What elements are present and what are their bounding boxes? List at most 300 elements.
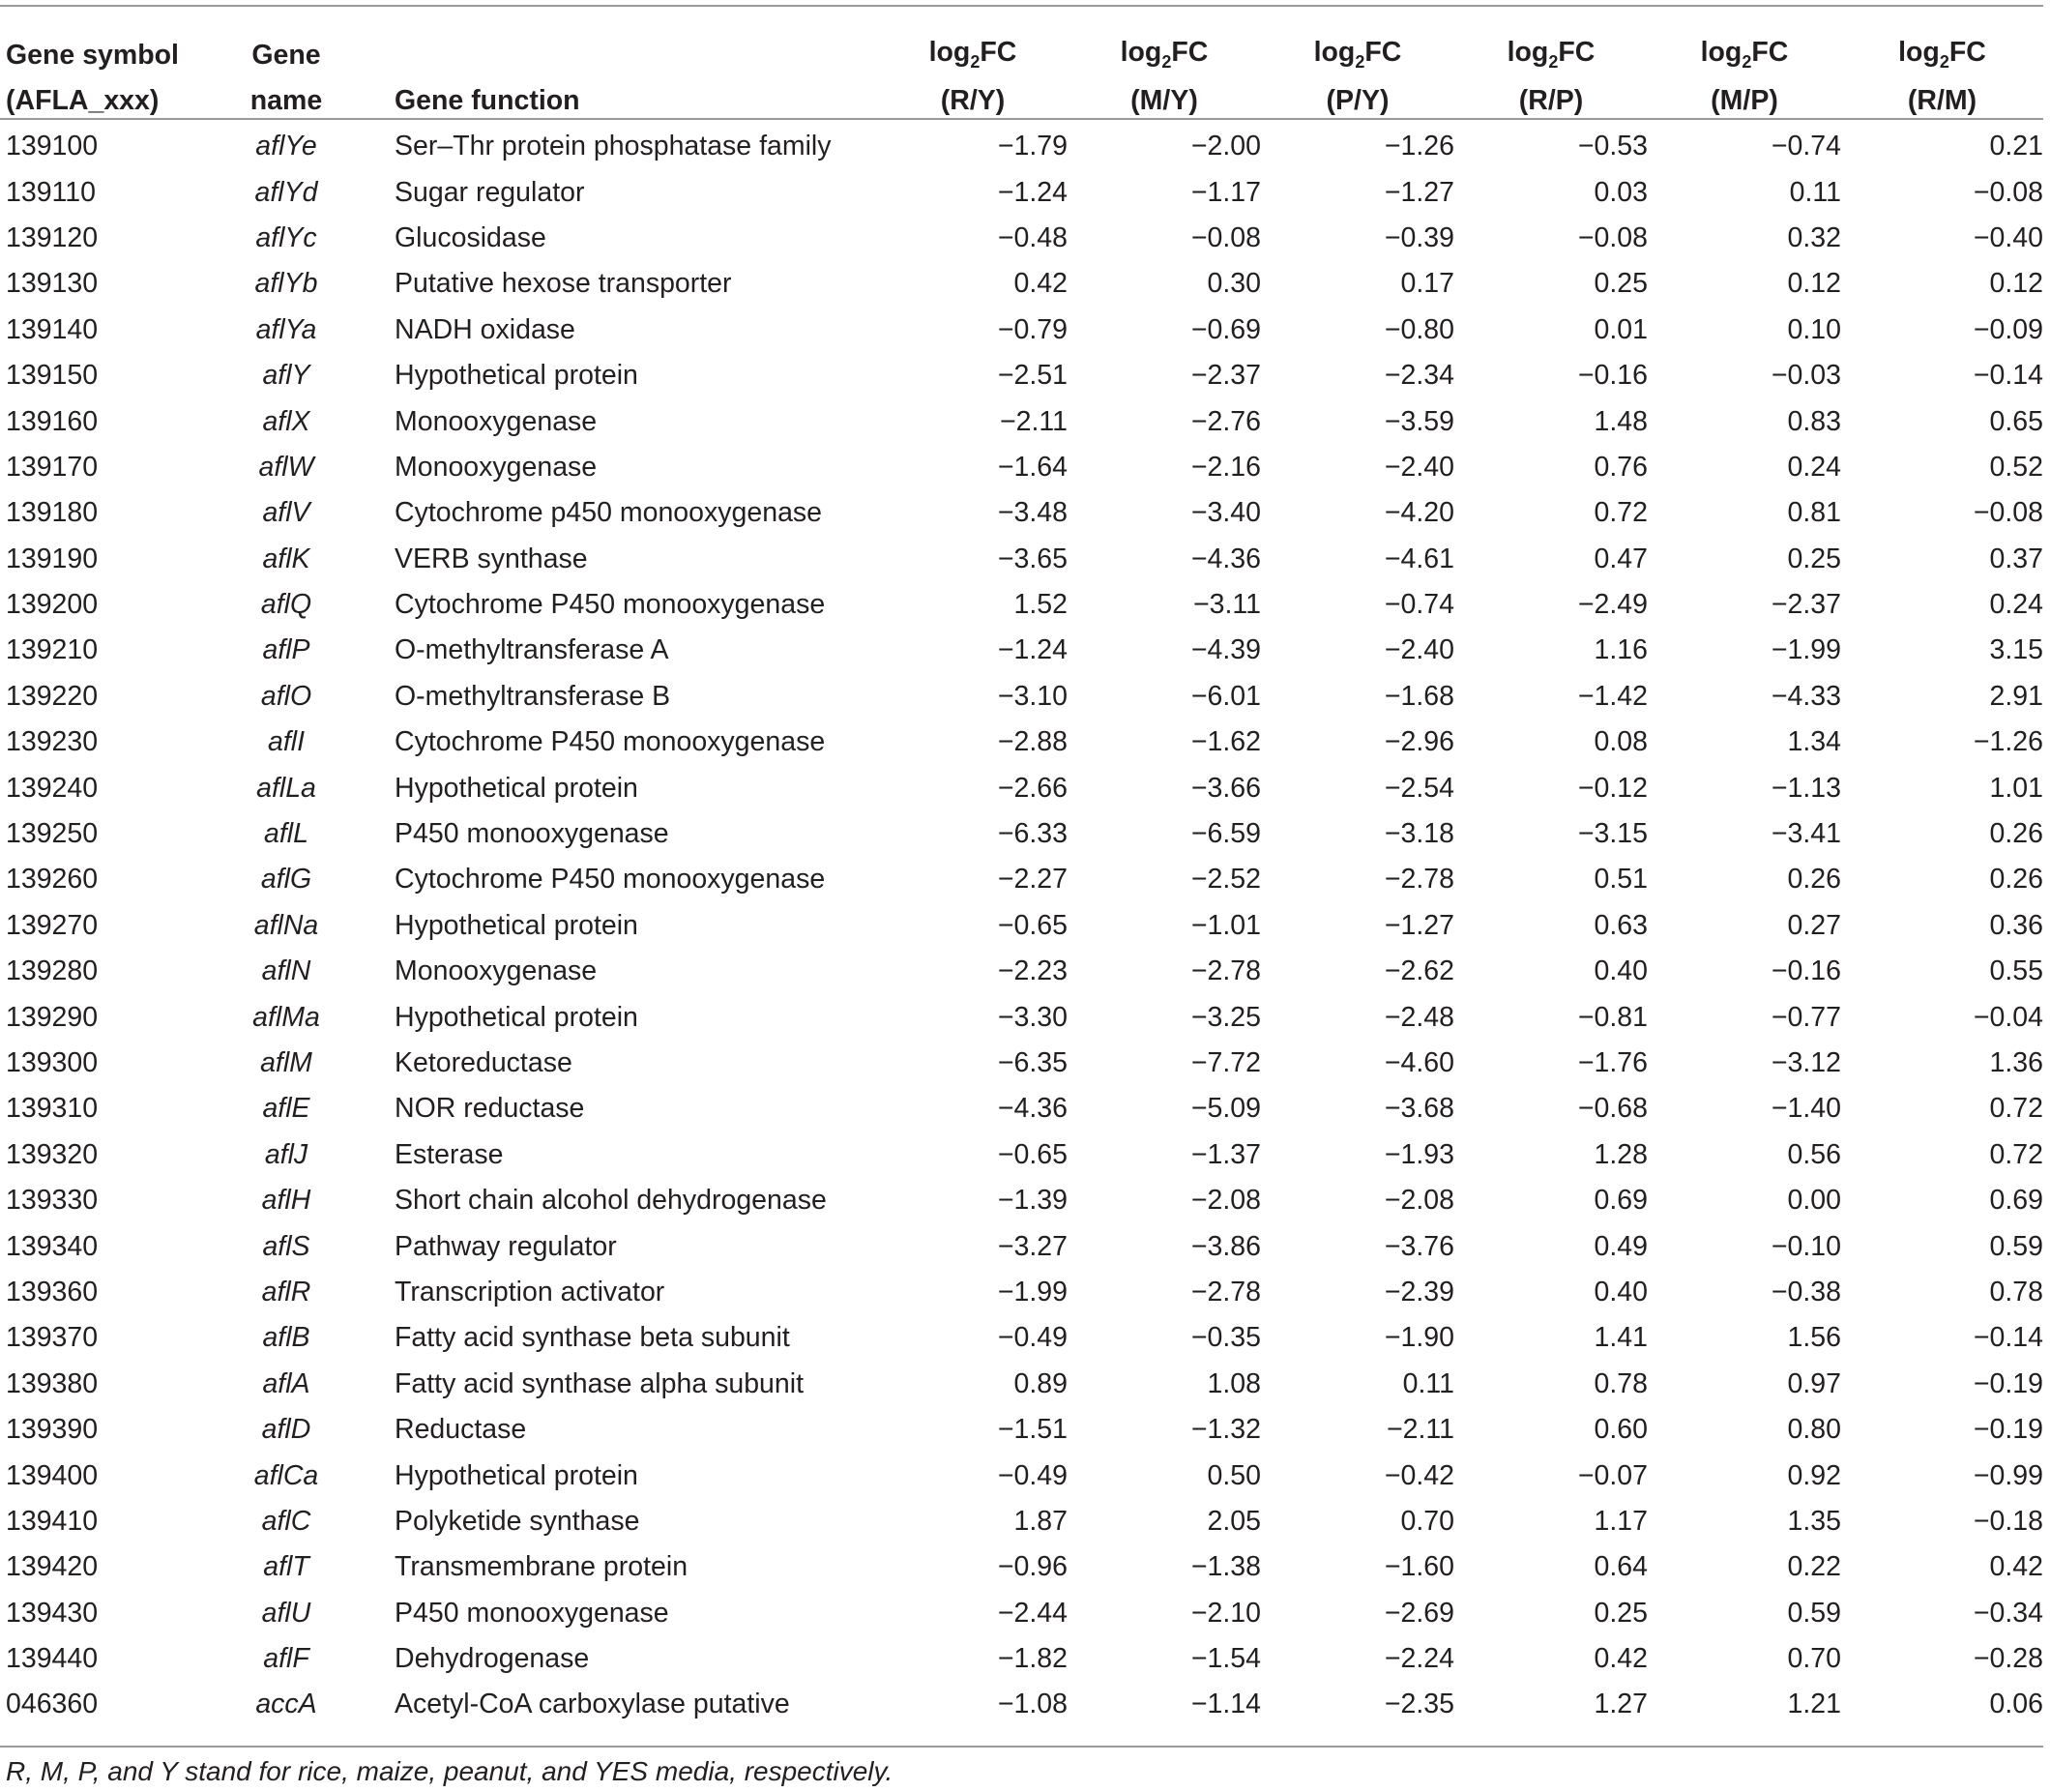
log2fc-value-cell: 0.64	[1594, 1551, 1648, 1583]
log2fc-value-cell: −2.00	[1190, 131, 1261, 162]
log2fc-value-cell: 0.83	[1787, 405, 1841, 437]
log2fc-value-cell: −0.49	[997, 1322, 1068, 1354]
log2fc-value-cell: 0.40	[1594, 955, 1648, 987]
log2fc-value-cell: 0.63	[1594, 909, 1648, 941]
log2fc-value-cell: −3.48	[997, 497, 1068, 529]
log2fc-value-cell: 0.59	[1787, 1597, 1841, 1629]
table-row	[0, 445, 2043, 490]
log2fc-value-cell: 0.92	[1787, 1459, 1841, 1491]
gene-function-cell: O-methyltransferase A	[395, 634, 669, 666]
table-row	[0, 1315, 2043, 1361]
top-rule	[0, 5, 2043, 7]
log2fc-value-cell: −0.39	[1384, 221, 1454, 253]
log2fc-value-cell: −1.14	[1190, 1689, 1261, 1720]
table-row	[0, 1544, 2043, 1590]
table-row	[0, 857, 2043, 902]
log2fc-value-cell: −2.49	[1577, 589, 1648, 621]
log2fc-value-cell: 0.72	[1989, 1138, 2043, 1170]
log2fc-value-cell: −3.10	[997, 680, 1068, 712]
table-row	[0, 490, 2043, 536]
log2fc-value-cell: −3.30	[997, 1001, 1068, 1033]
log2fc-value-cell: −6.33	[997, 818, 1068, 850]
header-log2fc-comparison: $\log_2FC$ (M/Y)	[1120, 37, 1209, 116]
log2fc-value-cell: 0.56	[1787, 1138, 1841, 1170]
log2fc-value-cell: −3.66	[1190, 772, 1261, 804]
gene-symbol-cell: 139340	[6, 1230, 99, 1262]
table-row	[0, 720, 2043, 765]
header-log2fc-comparison: $\log_2FC$ (P/Y)	[1313, 37, 1402, 116]
gene-symbol-cell: 139200	[6, 589, 99, 621]
log2fc-value-cell: 0.70	[1787, 1643, 1841, 1675]
log2fc-value-cell: −0.65	[997, 1138, 1068, 1170]
gene-symbol-cell: 139420	[6, 1551, 99, 1583]
table-row	[0, 1132, 2043, 1178]
log2fc-value-cell: −0.07	[1577, 1459, 1648, 1491]
log2fc-value-cell: −0.14	[1973, 360, 2043, 392]
log2fc-value-cell: 0.97	[1787, 1367, 1841, 1399]
gene-name-cell: aflI	[267, 726, 306, 758]
log2fc-value-cell: 0.25	[1787, 543, 1841, 574]
gene-name-cell: aflMa	[252, 1001, 320, 1033]
gene-symbol-cell: 139290	[6, 1001, 99, 1033]
gene-function-cell: Hypothetical protein	[395, 1001, 638, 1033]
log2fc-value-cell: −2.52	[1190, 864, 1261, 896]
gene-function-cell: Ketoreductase	[395, 1047, 572, 1078]
table-row	[0, 582, 2043, 628]
log2fc-value-cell: 1.01	[1989, 772, 2043, 804]
log2fc-value-cell: 0.25	[1594, 268, 1648, 300]
gene-function-cell: NOR reductase	[395, 1093, 585, 1125]
log2fc-value-cell: −4.33	[1771, 680, 1841, 712]
gene-name-cell: aflNa	[253, 909, 319, 941]
log2fc-value-cell: 0.37	[1989, 543, 2043, 574]
table-row	[0, 1178, 2043, 1223]
log2fc-value-cell: −2.66	[997, 772, 1068, 804]
log2fc-value-cell: −0.40	[1973, 221, 2043, 253]
log2fc-value-cell: 0.72	[1594, 497, 1648, 529]
log2fc-value-cell: −1.68	[1384, 680, 1454, 712]
log2fc-value-cell: 0.80	[1787, 1414, 1841, 1446]
gene-function-cell: P450 monooxygenase	[395, 1597, 669, 1629]
log2fc-value-cell: 0.50	[1207, 1459, 1261, 1491]
gene-function-cell: Ser–Thr protein phosphatase family	[395, 131, 832, 162]
log2fc-value-cell: 0.78	[1594, 1367, 1648, 1399]
log2fc-value-cell: −2.40	[1384, 451, 1454, 483]
log2fc-value-cell: −3.12	[1771, 1047, 1841, 1078]
log2fc-value-cell: −2.51	[997, 360, 1068, 392]
gene-name-cell: aflYc	[255, 221, 317, 253]
log2fc-value-cell: 1.41	[1594, 1322, 1648, 1354]
header-gene-name: Gene name	[249, 40, 323, 116]
table-body	[0, 124, 2043, 1728]
gene-name-cell: aflS	[262, 1230, 310, 1262]
gene-name-cell: aflK	[262, 543, 310, 574]
gene-symbol-cell: 139440	[6, 1643, 99, 1675]
log2fc-value-cell: −6.59	[1190, 818, 1261, 850]
gene-function-cell: Monooxygenase	[395, 451, 598, 483]
log2fc-value-cell: 0.32	[1787, 221, 1841, 253]
gene-function-cell: Esterase	[395, 1138, 504, 1170]
gene-function-cell: Short chain alcohol dehydrogenase	[395, 1185, 827, 1217]
log2fc-value-cell: −2.23	[997, 955, 1068, 987]
header-log2fc-comparison: $\log_2FC$ (M/P)	[1700, 37, 1789, 116]
table-row	[0, 353, 2043, 398]
log2fc-value-cell: −2.78	[1190, 955, 1261, 987]
log2fc-value-cell: −3.11	[1193, 589, 1261, 621]
log2fc-value-cell: −2.35	[1384, 1689, 1454, 1720]
gene-function-cell: Acetyl-CoA carboxylase putative	[395, 1689, 790, 1720]
log2fc-value-cell: 0.17	[1400, 268, 1454, 300]
log2fc-value-cell: −0.77	[1771, 1001, 1841, 1033]
log2fc-value-cell: 0.22	[1787, 1551, 1841, 1583]
log2fc-value-cell: −0.48	[997, 221, 1068, 253]
header-log2fc-comparison: $\log_2FC$ (R/P)	[1507, 37, 1596, 116]
log2fc-value-cell: −0.08	[1190, 221, 1261, 253]
log2fc-value-cell: −1.62	[1190, 726, 1261, 758]
log2fc-value-cell: −0.53	[1577, 131, 1648, 162]
gene-function-cell: Cytochrome P450 monooxygenase	[395, 589, 826, 621]
table-row	[0, 765, 2043, 810]
table-row	[0, 949, 2043, 994]
log2fc-value-cell: −0.28	[1973, 1643, 2043, 1675]
log2fc-value-cell: −0.03	[1771, 360, 1841, 392]
log2fc-value-cell: 0.49	[1594, 1230, 1648, 1262]
log2fc-value-cell: −0.19	[1973, 1367, 2043, 1399]
gene-name-cell: aflYb	[254, 268, 318, 300]
gene-name-cell: aflF	[263, 1643, 309, 1675]
gene-symbol-cell: 139400	[6, 1459, 99, 1491]
gene-function-cell: Sugar regulator	[395, 176, 585, 208]
gene-name-cell: accA	[255, 1689, 317, 1720]
log2fc-value-cell: 0.81	[1787, 497, 1841, 529]
log2fc-value-cell: 1.87	[1013, 1505, 1068, 1537]
log2fc-value-cell: −3.65	[997, 543, 1068, 574]
gene-name-cell: aflW	[258, 451, 314, 483]
log2fc-value-cell: 1.52	[1013, 589, 1068, 621]
log2fc-value-cell: −0.68	[1577, 1093, 1648, 1125]
log2fc-value-cell: −2.88	[997, 726, 1068, 758]
table-row	[0, 308, 2043, 353]
gene-function-cell: Polyketide synthase	[395, 1505, 640, 1537]
log2fc-value-cell: 0.42	[1594, 1643, 1648, 1675]
log2fc-value-cell: −0.79	[997, 313, 1068, 345]
log2fc-value-cell: −3.18	[1384, 818, 1454, 850]
log2fc-value-cell: −2.44	[997, 1597, 1068, 1629]
log2fc-value-cell: −1.08	[997, 1689, 1068, 1720]
gene-function-cell: Hypothetical protein	[395, 1459, 638, 1491]
log2fc-value-cell: −0.34	[1973, 1597, 2043, 1629]
log2fc-value-cell: 2.91	[1989, 680, 2043, 712]
log2fc-value-cell: −1.51	[997, 1414, 1068, 1446]
log2fc-value-cell: −0.35	[1190, 1322, 1261, 1354]
log2fc-value-cell: −2.16	[1190, 451, 1261, 483]
gene-name-cell: aflN	[261, 955, 311, 987]
table-footnote: R, M, P, and Y stand for rice, maize, peanut, and YES media, respectively.	[6, 1756, 893, 1786]
log2fc-value-cell: −2.40	[1384, 634, 1454, 666]
log2fc-value-cell: −0.10	[1771, 1230, 1841, 1262]
log2fc-value-cell: 0.26	[1989, 864, 2043, 896]
gene-symbol-cell: 139370	[6, 1322, 99, 1354]
log2fc-value-cell: −2.34	[1384, 360, 1454, 392]
table-row	[0, 1636, 2043, 1682]
log2fc-value-cell: −1.27	[1384, 909, 1454, 941]
gene-symbol-cell: 139140	[6, 313, 99, 345]
log2fc-value-cell: 0.12	[1787, 268, 1841, 300]
log2fc-value-cell: −3.25	[1190, 1001, 1261, 1033]
gene-name-cell: aflG	[260, 864, 312, 896]
gene-symbol-cell: 139230	[6, 726, 99, 758]
log2fc-value-cell: 1.35	[1787, 1505, 1841, 1537]
table-row	[0, 674, 2043, 720]
log2fc-value-cell: −1.79	[997, 131, 1068, 162]
log2fc-value-cell: −2.24	[1384, 1643, 1454, 1675]
gene-name-cell: aflLa	[256, 772, 316, 804]
log2fc-value-cell: −1.01	[1190, 909, 1261, 941]
log2fc-value-cell: −2.54	[1384, 772, 1454, 804]
log2fc-value-cell: 0.03	[1594, 176, 1648, 208]
header-log2fc-comparison: $\log_2FC$ (R/Y)	[928, 37, 1017, 116]
table-row	[0, 811, 2043, 857]
log2fc-value-cell: 0.69	[1594, 1185, 1648, 1217]
log2fc-value-cell: −1.60	[1384, 1551, 1454, 1583]
log2fc-value-cell: 1.34	[1787, 726, 1841, 758]
log2fc-value-cell: 1.28	[1594, 1138, 1648, 1170]
gene-name-cell: aflH	[261, 1185, 311, 1217]
log2fc-value-cell: −2.69	[1384, 1597, 1454, 1629]
gene-symbol-cell: 139330	[6, 1185, 99, 1217]
gene-function-cell: Hypothetical protein	[395, 772, 638, 804]
log2fc-value-cell: −4.61	[1384, 543, 1454, 574]
log2fc-value-cell: 0.76	[1594, 451, 1648, 483]
log2fc-value-cell: 0.06	[1989, 1689, 2043, 1720]
log2fc-value-cell: 1.16	[1594, 634, 1648, 666]
log2fc-value-cell: 0.26	[1989, 818, 2043, 850]
gene-name-cell: aflR	[261, 1276, 311, 1307]
log2fc-value-cell: −4.20	[1384, 497, 1454, 529]
log2fc-value-cell: −7.72	[1190, 1047, 1261, 1078]
log2fc-value-cell: 1.21	[1787, 1689, 1841, 1720]
log2fc-value-cell: −0.19	[1973, 1414, 2043, 1446]
header-rule	[0, 118, 2043, 120]
log2fc-value-cell: −3.40	[1190, 497, 1261, 529]
log2fc-value-cell: −4.39	[1190, 634, 1261, 666]
log2fc-value-cell: 0.60	[1594, 1414, 1648, 1446]
log2fc-value-cell: −4.36	[1190, 543, 1261, 574]
log2fc-value-cell: 0.11	[1402, 1367, 1454, 1399]
log2fc-value-cell: −0.74	[1384, 589, 1454, 621]
gene-symbol-cell: 139190	[6, 543, 99, 574]
log2fc-value-cell: −0.09	[1973, 313, 2043, 345]
log2fc-value-cell: −2.78	[1384, 864, 1454, 896]
log2fc-value-cell: −0.65	[997, 909, 1068, 941]
log2fc-value-cell: 0.26	[1787, 864, 1841, 896]
gene-name-cell: aflB	[262, 1322, 310, 1354]
log2fc-value-cell: −1.26	[1384, 131, 1454, 162]
log2fc-value-cell: −1.32	[1190, 1414, 1261, 1446]
log2fc-value-cell: −2.62	[1384, 955, 1454, 987]
log2fc-value-cell: −1.24	[997, 176, 1068, 208]
gene-function-cell: Hypothetical protein	[395, 909, 638, 941]
log2fc-value-cell: −2.48	[1384, 1001, 1454, 1033]
log2fc-value-cell: 0.27	[1787, 909, 1841, 941]
log2fc-value-cell: −2.76	[1190, 405, 1261, 437]
header-gene-symbol: Gene symbol (AFLA_xxx)	[6, 40, 179, 116]
gene-function-cell: Cytochrome P450 monooxygenase	[395, 726, 826, 758]
log2fc-value-cell: 0.42	[1013, 268, 1068, 300]
gene-symbol-cell: 139220	[6, 680, 99, 712]
gene-symbol-cell: 139360	[6, 1276, 99, 1307]
header-log2fc-comparison: $\log_2FC$ (R/M)	[1898, 37, 1986, 116]
log2fc-value-cell: 1.36	[1989, 1047, 2043, 1078]
log2fc-value-cell: 0.24	[1787, 451, 1841, 483]
gene-symbol-cell: 139280	[6, 955, 99, 987]
log2fc-value-cell: −1.76	[1577, 1047, 1648, 1078]
log2fc-value-cell: −3.59	[1384, 405, 1454, 437]
log2fc-value-cell: −2.39	[1384, 1276, 1454, 1307]
log2fc-value-cell: 1.08	[1207, 1367, 1261, 1399]
log2fc-value-cell: −0.38	[1771, 1276, 1841, 1307]
gene-name-cell: aflT	[263, 1551, 309, 1583]
gene-function-cell: Monooxygenase	[395, 955, 598, 987]
log2fc-value-cell: −1.38	[1190, 1551, 1261, 1583]
table-row	[0, 903, 2043, 949]
gene-symbol-cell: 139210	[6, 634, 99, 666]
bottom-rule	[0, 1746, 2043, 1748]
table-row	[0, 1270, 2043, 1315]
log2fc-value-cell: −0.99	[1973, 1459, 2043, 1491]
table-row	[0, 1499, 2043, 1544]
log2fc-value-cell: −3.76	[1384, 1230, 1454, 1262]
table-row	[0, 1223, 2043, 1269]
log2fc-value-cell: 0.42	[1989, 1551, 2043, 1583]
log2fc-value-cell: −1.37	[1190, 1138, 1261, 1170]
table-row	[0, 169, 2043, 215]
log2fc-value-cell: −0.16	[1771, 955, 1841, 987]
gene-name-cell: aflYe	[255, 131, 317, 162]
gene-symbol-cell: 139250	[6, 818, 99, 850]
log2fc-value-cell: 0.51	[1594, 864, 1648, 896]
log2fc-value-cell: 0.10	[1787, 313, 1841, 345]
log2fc-value-cell: 0.55	[1989, 955, 2043, 987]
gene-symbol-cell: 139270	[6, 909, 99, 941]
gene-function-cell: Glucosidase	[395, 221, 546, 253]
table-row	[0, 1591, 2043, 1636]
log2fc-value-cell: −0.80	[1384, 313, 1454, 345]
log2fc-value-cell: −1.13	[1771, 772, 1841, 804]
gene-function-cell: P450 monooxygenase	[395, 818, 669, 850]
gene-function-cell: Pathway regulator	[395, 1230, 617, 1262]
log2fc-value-cell: −4.36	[997, 1093, 1068, 1125]
log2fc-value-cell: 0.01	[1594, 313, 1648, 345]
gene-name-cell: aflL	[264, 818, 308, 850]
log2fc-value-cell: 0.69	[1989, 1185, 2043, 1217]
log2fc-value-cell: 0.25	[1594, 1597, 1648, 1629]
log2fc-value-cell: 0.78	[1989, 1276, 2043, 1307]
log2fc-value-cell: −2.37	[1190, 360, 1261, 392]
gene-name-cell: aflV	[262, 497, 310, 529]
log2fc-value-cell: −2.10	[1190, 1597, 1261, 1629]
log2fc-value-cell: 1.27	[1594, 1689, 1648, 1720]
log2fc-value-cell: −0.18	[1973, 1505, 2043, 1537]
log2fc-value-cell: −1.99	[997, 1276, 1068, 1307]
gene-symbol-cell: 139310	[6, 1093, 99, 1125]
gene-name-cell: aflD	[261, 1414, 311, 1446]
gene-symbol-cell: 139260	[6, 864, 99, 896]
log2fc-value-cell: −1.27	[1384, 176, 1454, 208]
gene-function-cell: Fatty acid synthase alpha subunit	[395, 1367, 805, 1399]
log2fc-value-cell: 0.36	[1989, 909, 2043, 941]
gene-function-cell: O-methyltransferase B	[395, 680, 671, 712]
log2fc-value-cell: −0.04	[1973, 1001, 2043, 1033]
log2fc-value-cell: −6.01	[1190, 680, 1261, 712]
gene-symbol-cell: 139410	[6, 1505, 99, 1537]
log2fc-value-cell: −0.49	[997, 1459, 1068, 1491]
log2fc-value-cell: −3.41	[1771, 818, 1841, 850]
table-row	[0, 261, 2043, 307]
log2fc-value-cell: −3.68	[1384, 1093, 1454, 1125]
table-row	[0, 124, 2043, 169]
log2fc-value-cell: −1.99	[1771, 634, 1841, 666]
log2fc-value-cell: −2.08	[1384, 1185, 1454, 1217]
log2fc-value-cell: −1.39	[997, 1185, 1068, 1217]
gene-function-cell: VERB synthase	[395, 543, 588, 574]
table-row	[0, 216, 2043, 261]
gene-symbol-cell: 139380	[6, 1367, 99, 1399]
log2fc-value-cell: 0.89	[1013, 1367, 1068, 1399]
table-row	[0, 1086, 2043, 1131]
log2fc-value-cell: −2.11	[1387, 1414, 1454, 1446]
log2fc-value-cell: 0.12	[1989, 268, 2043, 300]
gene-function-cell: Dehydrogenase	[395, 1643, 590, 1675]
table-row	[0, 628, 2043, 673]
log2fc-value-cell: −1.40	[1771, 1093, 1841, 1125]
log2fc-value-cell: −0.16	[1577, 360, 1648, 392]
gene-symbol-cell: 139120	[6, 221, 99, 253]
header-gene-function: Gene function	[395, 85, 580, 116]
log2fc-value-cell: −6.35	[997, 1047, 1068, 1078]
gene-function-cell: Putative hexose transporter	[395, 268, 732, 300]
log2fc-value-cell: −0.08	[1973, 176, 2043, 208]
log2fc-value-cell: −0.69	[1190, 313, 1261, 345]
gene-name-cell: aflC	[261, 1505, 311, 1537]
gene-name-cell: aflY	[262, 360, 310, 392]
log2fc-value-cell: −2.96	[1384, 726, 1454, 758]
gene-name-cell: aflX	[262, 405, 310, 437]
log2fc-value-cell: −2.27	[997, 864, 1068, 896]
log2fc-value-cell: −2.37	[1771, 589, 1841, 621]
log2fc-value-cell: −2.78	[1190, 1276, 1261, 1307]
log2fc-value-cell: −1.93	[1384, 1138, 1454, 1170]
log2fc-value-cell: −0.08	[1973, 497, 2043, 529]
gene-symbol-cell: 139170	[6, 451, 99, 483]
log2fc-value-cell: 1.56	[1787, 1322, 1841, 1354]
log2fc-value-cell: −2.08	[1190, 1185, 1261, 1217]
log2fc-value-cell: −0.81	[1577, 1001, 1648, 1033]
log2fc-value-cell: 0.70	[1400, 1505, 1454, 1537]
gene-name-cell: aflJ	[264, 1138, 308, 1170]
gene-name-cell: aflCa	[253, 1459, 319, 1491]
gene-function-cell: Transcription activator	[395, 1276, 665, 1307]
log2fc-value-cell: −3.27	[997, 1230, 1068, 1262]
gene-symbol-cell: 139160	[6, 405, 99, 437]
gene-name-cell: aflYa	[255, 313, 317, 345]
gene-name-cell: aflO	[260, 680, 312, 712]
log2fc-value-cell: 0.72	[1989, 1093, 2043, 1125]
gene-symbol-cell: 139300	[6, 1047, 99, 1078]
table-row	[0, 1682, 2043, 1727]
log2fc-value-cell: 1.17	[1594, 1505, 1648, 1537]
log2fc-value-cell: −1.24	[997, 634, 1068, 666]
